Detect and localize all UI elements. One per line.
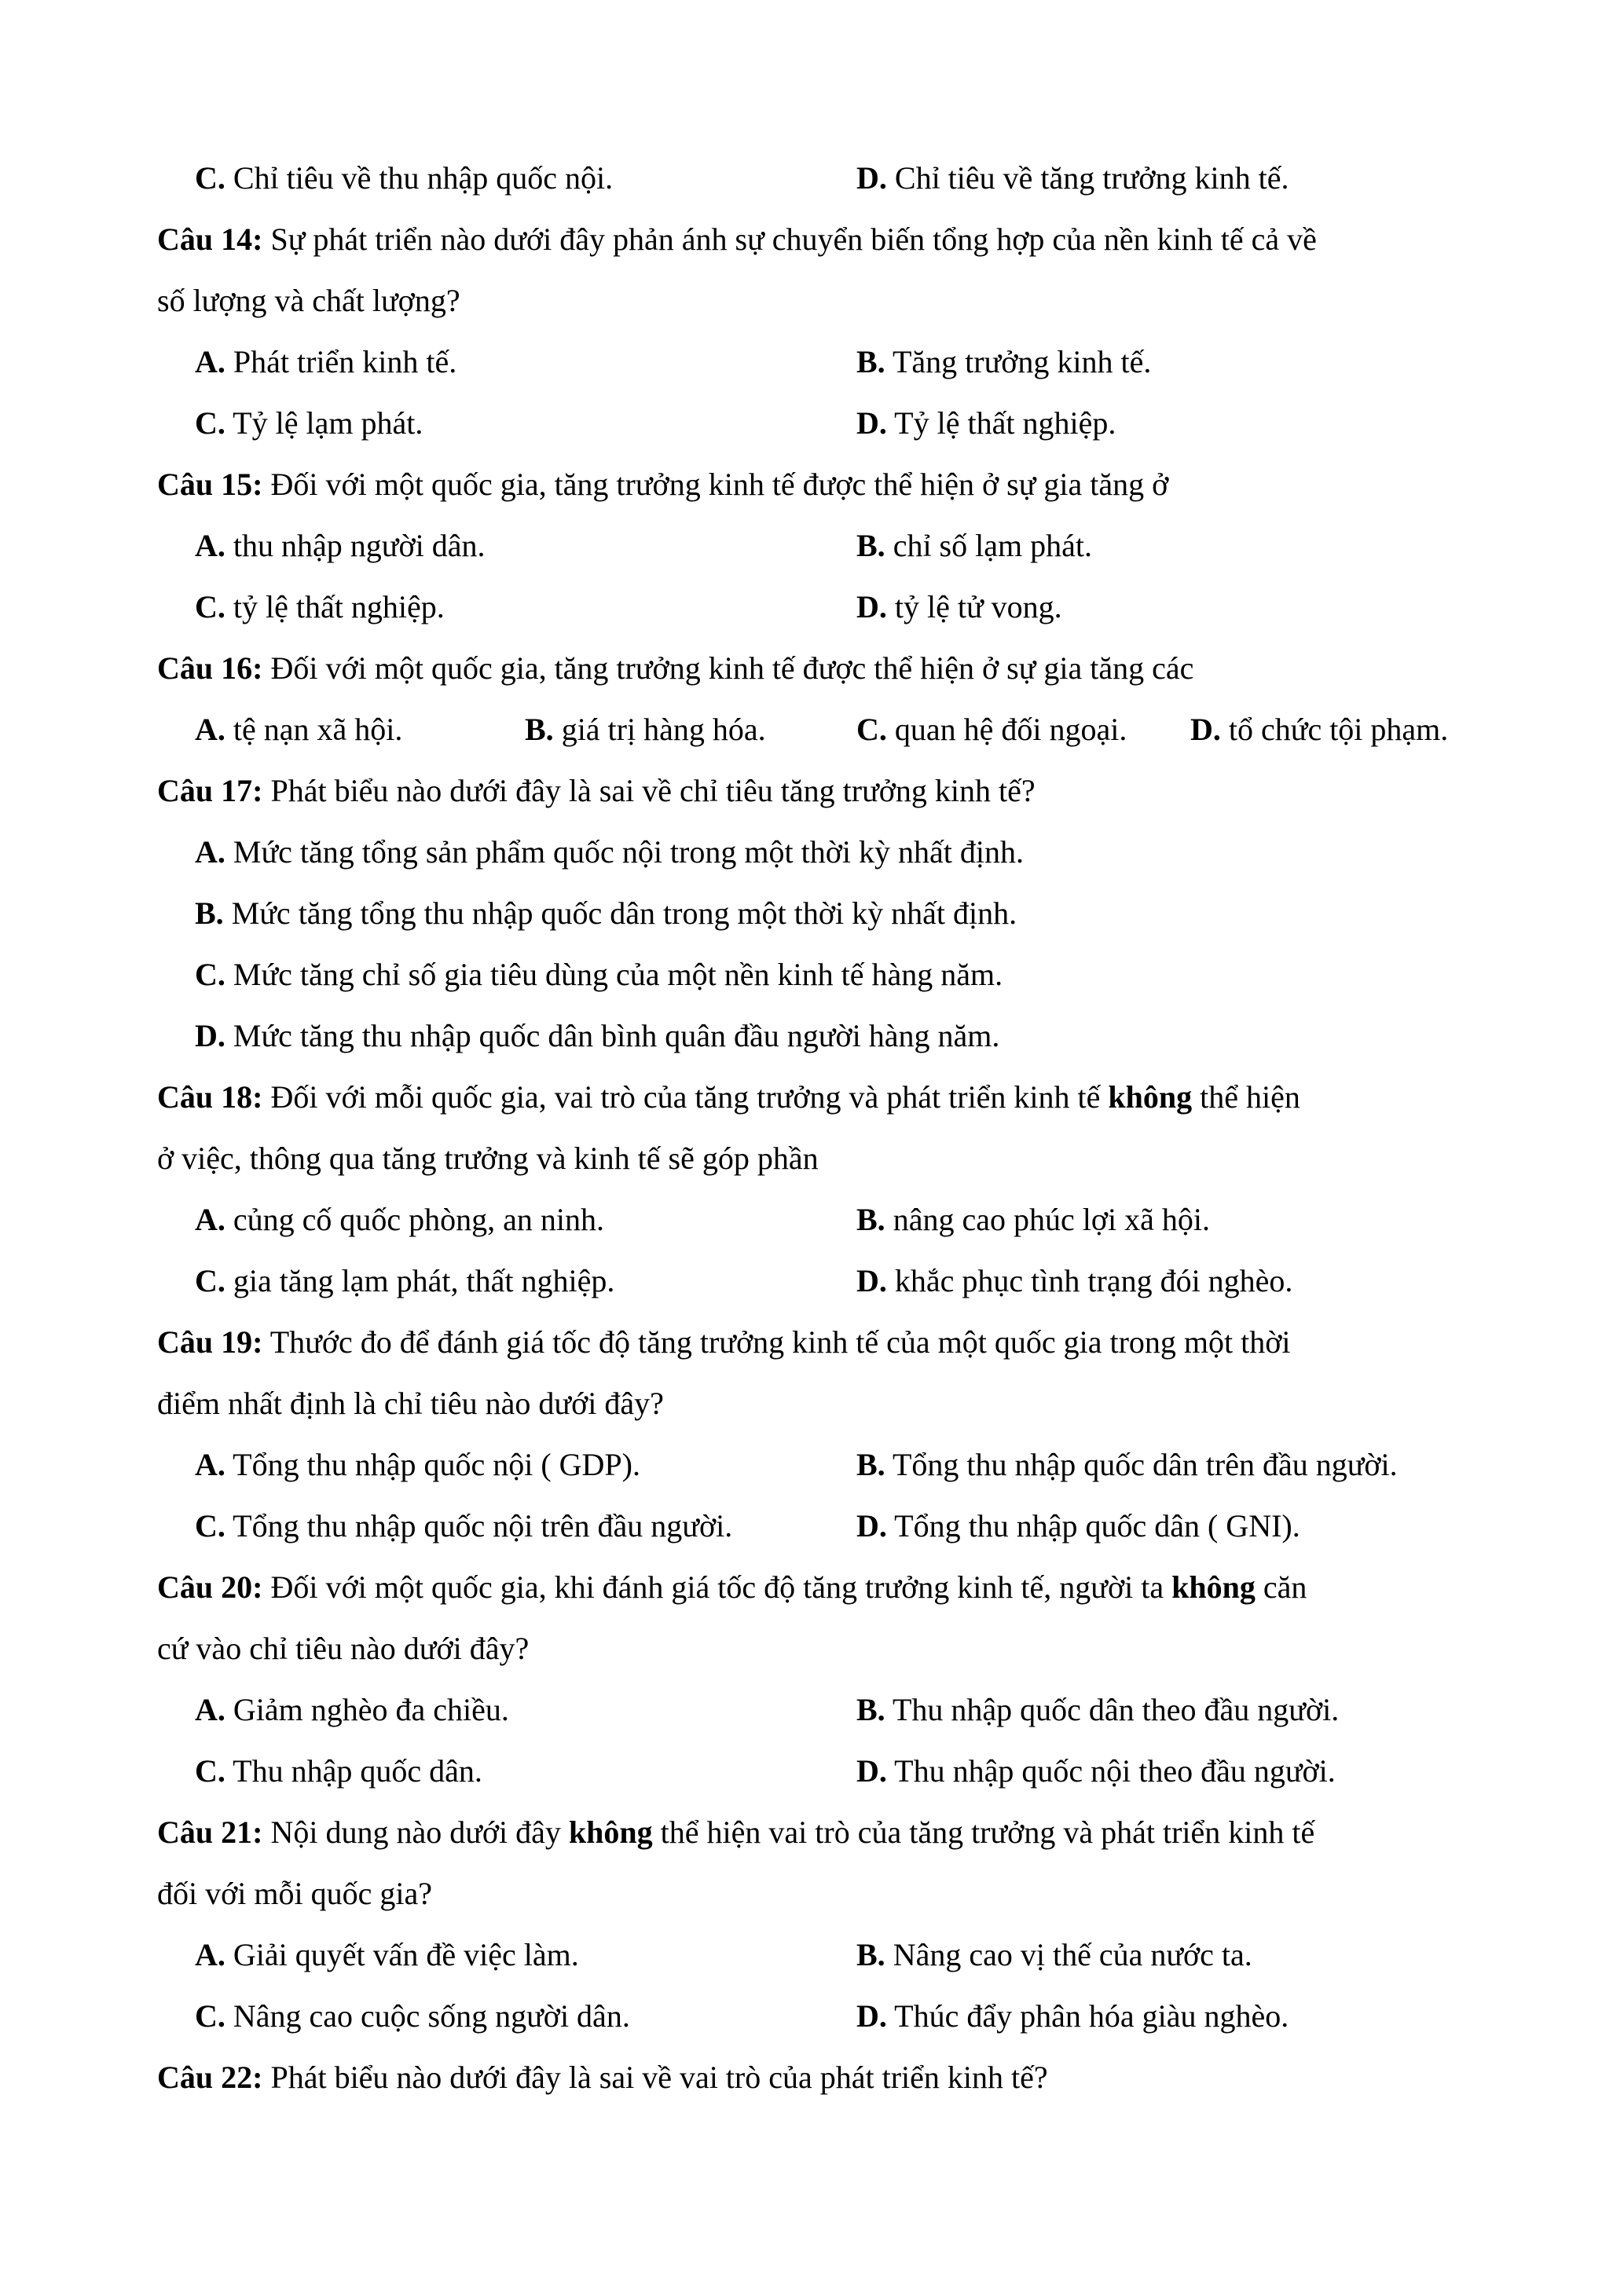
option-a: A. Tổng thu nhập quốc nội ( GDP). [195, 1447, 640, 1482]
option-a: A. củng cố quốc phòng, an ninh. [195, 1202, 605, 1237]
question-label: Câu 17: [157, 773, 263, 808]
option-d: D. Tổng thu nhập quốc dân ( GNI). [856, 1508, 1300, 1543]
option-b: B. chỉ số lạm phát. [856, 528, 1092, 563]
question-14-stem: Câu 14: Sự phát triển nào dưới đây phản ánh sự chuyển biến tổng hợp của nền kinh tế cả về [157, 222, 1317, 257]
option-c: C. Thu nhập quốc dân. [195, 1753, 482, 1789]
question-label: Câu 15: [157, 467, 263, 502]
option-b: B. nâng cao phúc lợi xã hội. [856, 1202, 1210, 1237]
question-label: Câu 22: [157, 2060, 263, 2095]
option-b: B. Thu nhập quốc dân theo đầu người. [856, 1692, 1340, 1727]
option-a: A. tệ nạn xã hội. [195, 712, 403, 747]
option-d: D. Tỷ lệ thất nghiệp. [856, 405, 1116, 441]
question-label: Câu 19: [157, 1324, 263, 1360]
option-d: D. tổ chức tội phạm. [1190, 712, 1449, 747]
option-row [0, 1434, 1624, 1496]
option-a: A. Giải quyết vấn đề việc làm. [195, 1937, 579, 1972]
option-c: C. Nâng cao cuộc sống người dân. [195, 1998, 630, 2034]
option-d: D. Chỉ tiêu về tăng trưởng kinh tế. [856, 160, 1289, 196]
option-row [0, 822, 1624, 883]
option-row [0, 1986, 1624, 2047]
option-row [0, 515, 1624, 577]
option-c: C. Mức tăng chỉ số gia tiêu dùng của một nền kinh tế hàng năm. [195, 957, 1003, 992]
question-21-stem-line2: đối với mỗi quốc gia? [157, 1876, 432, 1911]
question-20-stem: Câu 20: Đối với một quốc gia, khi đánh giá tốc độ tăng trưởng kinh tế, người ta không căn [157, 1569, 1307, 1605]
option-row [0, 944, 1624, 1005]
option-d: D. khắc phục tình trạng đói nghèo. [856, 1263, 1293, 1298]
option-row [0, 1496, 1624, 1557]
option-a: A. thu nhập người dân. [195, 528, 486, 563]
option-a: A. Giảm nghèo đa chiều. [195, 1692, 509, 1727]
option-b: B. Nâng cao vị thế của nước ta. [856, 1937, 1252, 1972]
question-label: Câu 20: [157, 1569, 263, 1605]
question-17-stem: Câu 17: Phát biểu nào dưới đây là sai về chỉ tiêu tăng trưởng kinh tế? [157, 773, 1036, 808]
question-16-stem: Câu 16: Đối với một quốc gia, tăng trưởng kinh tế được thể hiện ở sự gia tăng các [157, 650, 1194, 686]
option-c: C. Tỷ lệ lạm phát. [195, 405, 423, 441]
question-18-stem-line2: ở việc, thông qua tăng trưởng và kinh tế sẽ góp phần [157, 1141, 819, 1176]
option-row [0, 1741, 1624, 1802]
option-b: B. Tổng thu nhập quốc dân trên đầu người. [856, 1447, 1398, 1482]
option-row [0, 148, 1624, 209]
question-label: Câu 18: [157, 1079, 263, 1115]
question-19-stem: Câu 19: Thước đo để đánh giá tốc độ tăng trưởng kinh tế của một quốc gia trong một thời [157, 1324, 1291, 1360]
option-d: D. tỷ lệ tử vong. [856, 589, 1062, 624]
option-row [0, 577, 1624, 638]
option-b: B. Tăng trưởng kinh tế. [856, 344, 1152, 379]
option-row [0, 1189, 1624, 1251]
option-c: C. gia tăng lạm phát, thất nghiệp. [195, 1263, 615, 1298]
option-d: D. Mức tăng thu nhập quốc dân bình quân đầu người hàng năm. [195, 1018, 1000, 1053]
option-b: B. giá trị hàng hóa. [525, 712, 766, 747]
question-14-stem-line2: số lượng và chất lượng? [157, 283, 460, 318]
option-d: D. Thúc đẩy phân hóa giàu nghèo. [856, 1998, 1289, 2034]
question-22-stem: Câu 22: Phát biểu nào dưới đây là sai về vai trò của phát triển kinh tế? [157, 2060, 1048, 2095]
option-row [0, 331, 1624, 393]
option-c: C. Tổng thu nhập quốc nội trên đầu người. [195, 1508, 733, 1543]
option-c: C. Chỉ tiêu về thu nhập quốc nội. [195, 160, 614, 196]
option-row [0, 1251, 1624, 1312]
option-d: D. Thu nhập quốc nội theo đầu người. [856, 1753, 1336, 1789]
question-label: Câu 16: [157, 650, 263, 686]
option-a: A. Mức tăng tổng sản phẩm quốc nội trong một thời kỳ nhất định. [195, 834, 1024, 870]
option-row [0, 1679, 1624, 1741]
question-19-stem-line2: điểm nhất định là chỉ tiêu nào dưới đây? [157, 1386, 664, 1421]
question-label: Câu 21: [157, 1814, 263, 1850]
option-row [0, 699, 1624, 760]
question-21-stem: Câu 21: Nội dung nào dưới đây không thể hiện vai trò của tăng trưởng và phát triển kinh tế [157, 1814, 1315, 1850]
option-row [0, 1924, 1624, 1986]
question-15-stem: Câu 15: Đối với một quốc gia, tăng trưởng kinh tế được thể hiện ở sự gia tăng ở [157, 467, 1169, 502]
question-label: Câu 14: [157, 222, 263, 257]
question-20-stem-line2: cứ vào chỉ tiêu nào dưới đây? [157, 1631, 530, 1666]
option-row [0, 883, 1624, 944]
option-row [0, 393, 1624, 454]
option-b: B. Mức tăng tổng thu nhập quốc dân trong một thời kỳ nhất định. [195, 895, 1017, 931]
option-row [0, 1005, 1624, 1067]
option-c: C. tỷ lệ thất nghiệp. [195, 589, 445, 624]
option-a: A. Phát triển kinh tế. [195, 344, 457, 379]
option-c: C. quan hệ đối ngoại. [856, 712, 1127, 747]
question-18-stem: Câu 18: Đối với mỗi quốc gia, vai trò của tăng trưởng và phát triển kinh tế không thể hiện [157, 1079, 1300, 1115]
